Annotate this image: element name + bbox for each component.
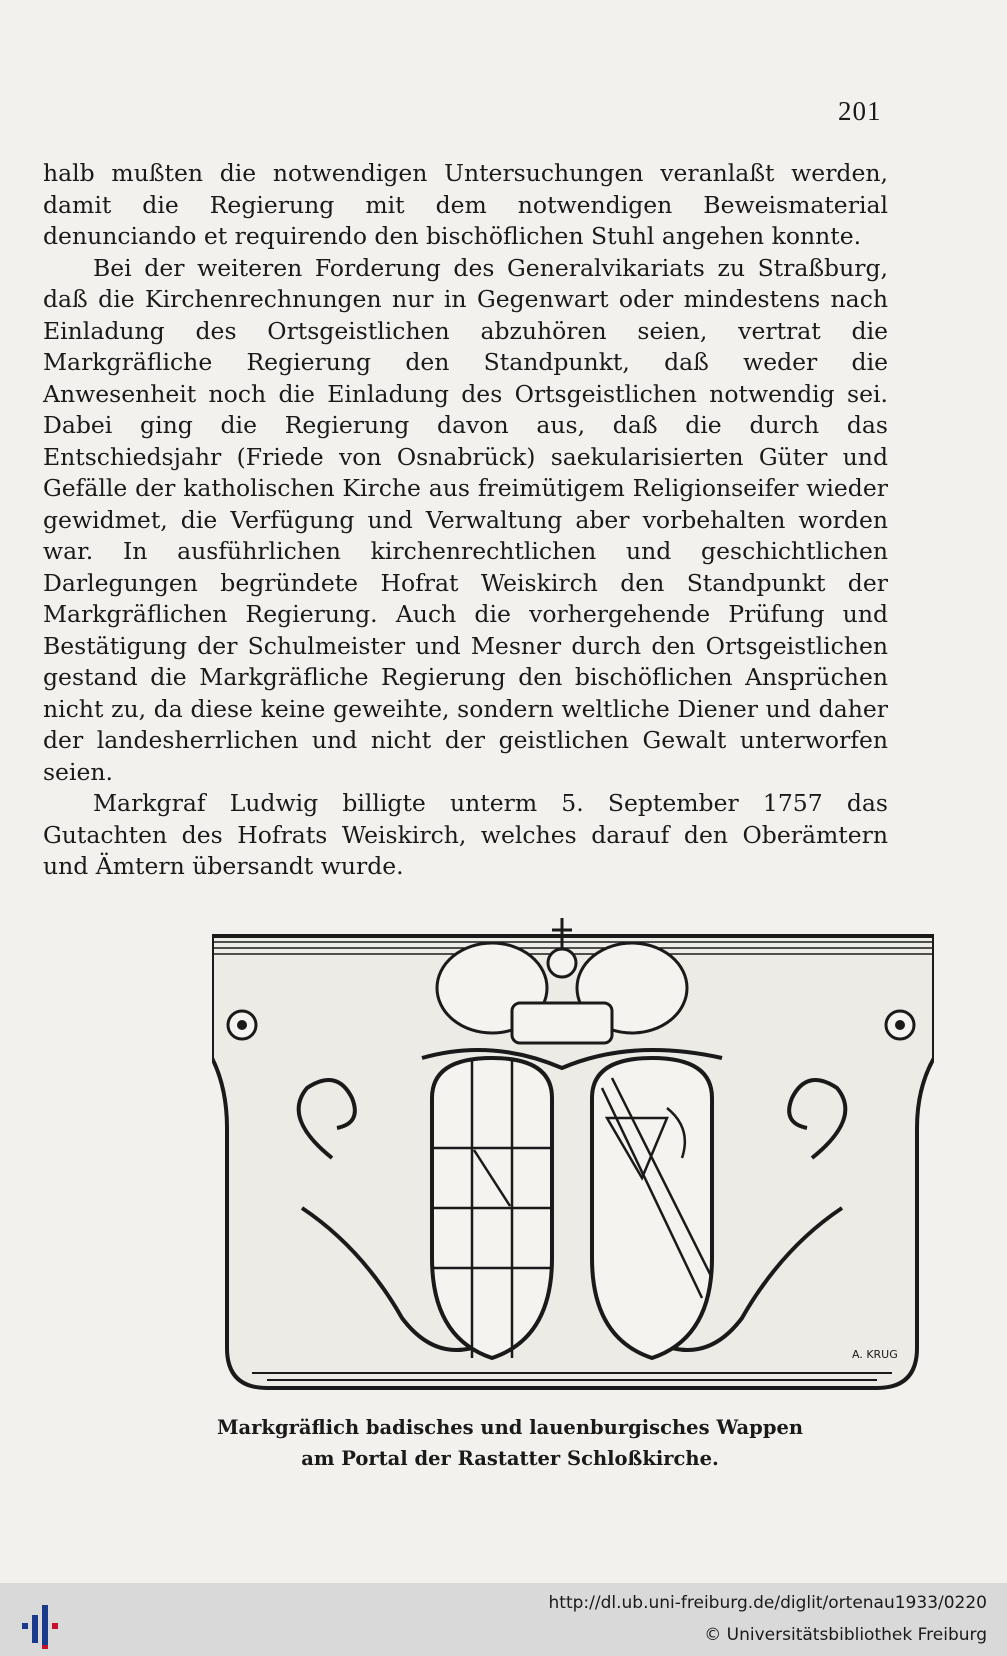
caption-line-1: Markgräflich badisches und lauenburgisches Wappen [216,1416,804,1439]
paragraph-2: Bei der weiteren Forderung des Generalvikariats zu Straßburg, daß die Kirchenrechnungen nur in Gegenwart oder mindestens nach Einladung des Ortsgeistlichen abzuhören seien, vertrat die Markgräfliche Regierung den Standpunkt, daß weder die Anwesenheit noch die Einladung des Ortsgeistlichen notwendig sei. Dabei ging die Regierung davon aus, daß die durch das Entschiedsjahr (Friede von Osnabrück) saekularisierten Güter und Gefälle der katholischen Kirche aus freimütigem Religionseifer wieder gewidmet, die Verfügung und Verwaltung aber vorbehalten worden war. In ausführlichen kirchenrechtlichen und geschichtlichen Darlegungen begründete Hofrat Weiskirch den Standpunkt der Markgräflichen Regierung. Auch die vorhergehende Prüfung und Bestätigung der Schulmeister und Mesner durch den Ortsgeistlichen gestand die Markgräfliche Regierung den bischöflichen Ansprüchen nicht zu, da diese keine geweihte, sondern weltliche Diener und daher der landesherrlichen und nicht der geistlichen Gewalt unterworfen seien. [43,253,888,786]
paragraph-3: Markgraf Ludwig billigte unterm 5. September 1757 das Gutachten des Hofrats Weiskirch, welches darauf den Oberämtern und Ämtern übersandt wurde. [43,789,888,880]
page-number: 201 [838,96,882,126]
caption-line-2: am Portal der Rastatter Schloßkirche. [301,1447,719,1470]
body-text [43,158,888,883]
paragraph-1: halb mußten die notwendigen Untersuchungen veranlaßt werden, damit die Regierung mit dem notwendigen Beweismaterial denunciando et requirendo den bischöflichen Stuhl angehen konnte. [43,159,888,250]
library-logo-icon [18,1593,68,1649]
coat-of-arms-illustration [212,918,934,1392]
footer-bar [0,1583,1007,1656]
illustration-signature: A. KRUG [852,1348,898,1361]
copyright-notice: © Universitätsbibliothek Freiburg [704,1625,987,1645]
figure-caption [150,1412,870,1474]
source-url[interactable]: http://dl.ub.uni-freiburg.de/diglit/ortenau1933/0220 [548,1593,987,1613]
